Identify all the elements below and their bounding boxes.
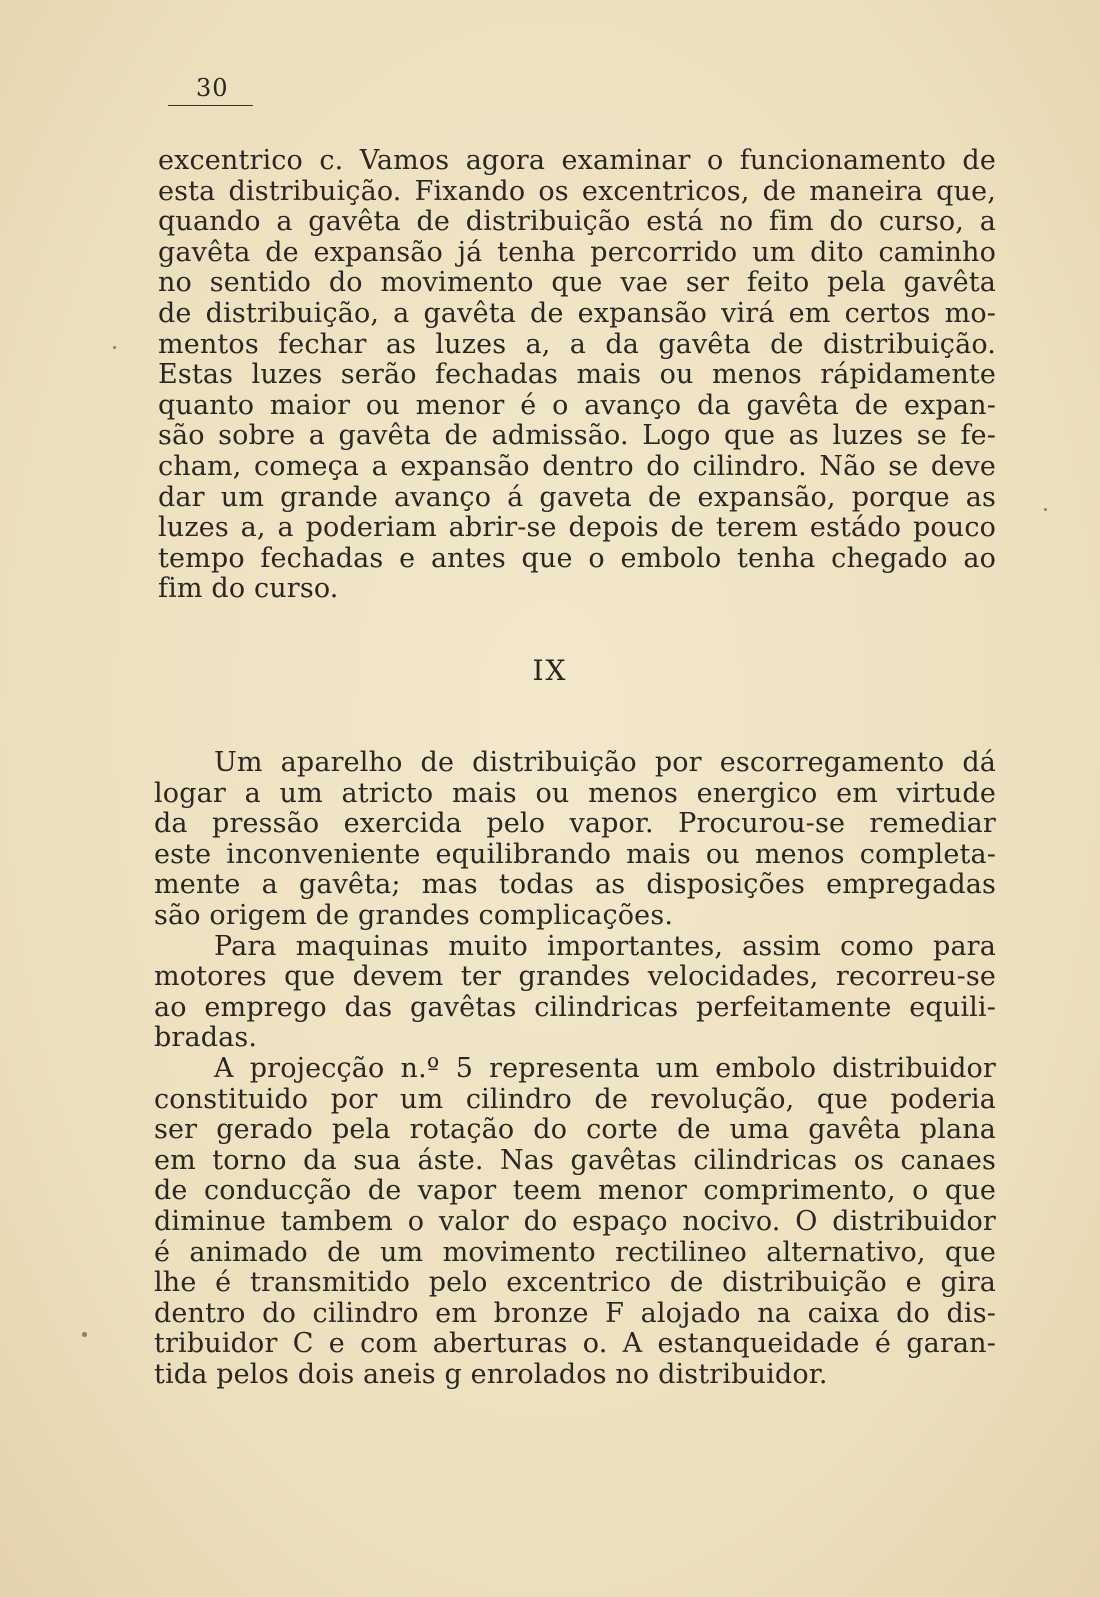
text-line: dentro do cilindro em bronze F alojado na caixa do dis- xyxy=(154,1297,996,1329)
text-line: tida pelos dois aneis g enrolados no distribuidor. xyxy=(154,1358,828,1390)
text-line: são sobre a gavêta de admissão. Logo que as luzes se fe- xyxy=(158,420,996,452)
text-line: diminue tambem o valor do espaço nocivo. O distribuidor xyxy=(154,1205,996,1237)
text-line: de conducção de vapor teem menor comprimento, o que xyxy=(154,1175,996,1207)
text-line: logar a um atricto mais ou menos energico em virtude xyxy=(154,777,996,809)
text-line: fim do curso. xyxy=(158,573,339,605)
text-line: excentrico c. Vamos agora examinar o funcionamento de xyxy=(158,145,996,176)
paper-speck xyxy=(1044,508,1047,511)
text-line: bradas. xyxy=(154,1022,258,1054)
text-line: Estas luzes serão fechadas mais ou menos rápidamente xyxy=(158,359,996,391)
text-line: Para maquinas muito importantes, assim como para xyxy=(214,930,996,962)
text-line: ao emprego das gavêtas cilindricas perfeitamente equili- xyxy=(154,991,996,1023)
text-line: lhe é transmitido pelo excentrico de distribuição e gira xyxy=(154,1267,996,1299)
section-heading: IX xyxy=(532,654,568,687)
text-line: A projecção n.º 5 representa um embolo distribuidor xyxy=(214,1052,996,1084)
text-line: tribuidor C e com aberturas o. A estanqueidade é garan- xyxy=(154,1328,996,1360)
text-line: quando a gavêta de distribuição está no fim do curso, a xyxy=(158,206,996,238)
text-line: é animado de um movimento rectilineo alternativo, que xyxy=(154,1236,996,1268)
text-line: luzes a, a poderiam abrir-se depois de terem estádo pouco xyxy=(158,512,996,544)
text-line: da pressão exercida pelo vapor. Procurou-se remediar xyxy=(154,808,996,840)
text-line: Um aparelho de distribuição por escorregamento dá xyxy=(214,747,996,778)
text-line: em torno da sua áste. Nas gavêtas cilindricas os canaes xyxy=(154,1144,996,1176)
section-body xyxy=(154,748,996,1390)
paper-speck xyxy=(113,346,116,349)
page-number: 30 xyxy=(196,74,229,102)
text-line: motores que devem ter grandes velocidades, recorreu-se xyxy=(154,961,996,993)
paragraph-continuation xyxy=(158,146,996,605)
text-line: este inconveniente equilibrando mais ou menos completa- xyxy=(154,838,996,870)
text-line: constituido por um cilindro de revolução, que poderia xyxy=(154,1083,996,1115)
text-line: no sentido do movimento que vae ser feito pela gavêta xyxy=(158,267,996,299)
text-line: são origem de grandes complicações. xyxy=(154,899,674,931)
paper-speck xyxy=(82,1332,87,1337)
text-line: ser gerado pela rotação do corte de uma gavêta plana xyxy=(154,1114,996,1146)
text-line: tempo fechadas e antes que o embolo tenha chegado ao xyxy=(158,542,996,574)
text-line: esta distribuição. Fixando os excentricos, de maneira que, xyxy=(158,175,996,207)
text-line: gavêta de expansão já tenha percorrido um dito caminho xyxy=(158,236,996,268)
text-line: de distribuição, a gavêta de expansão virá em certos mo- xyxy=(158,297,996,329)
text-line: mentos fechar as luzes a, a da gavêta de distribuição. xyxy=(158,328,996,360)
text-line: dar um grande avanço á gaveta de expansão, porque as xyxy=(158,481,996,513)
text-line: cham, começa a expansão dentro do cilindro. Não se deve xyxy=(158,450,996,482)
text-line: quanto maior ou menor é o avanço da gavêta de expan- xyxy=(158,389,996,421)
text-line: mente a gavêta; mas todas as disposições empregadas xyxy=(154,869,996,901)
page-number-rule xyxy=(168,105,253,106)
